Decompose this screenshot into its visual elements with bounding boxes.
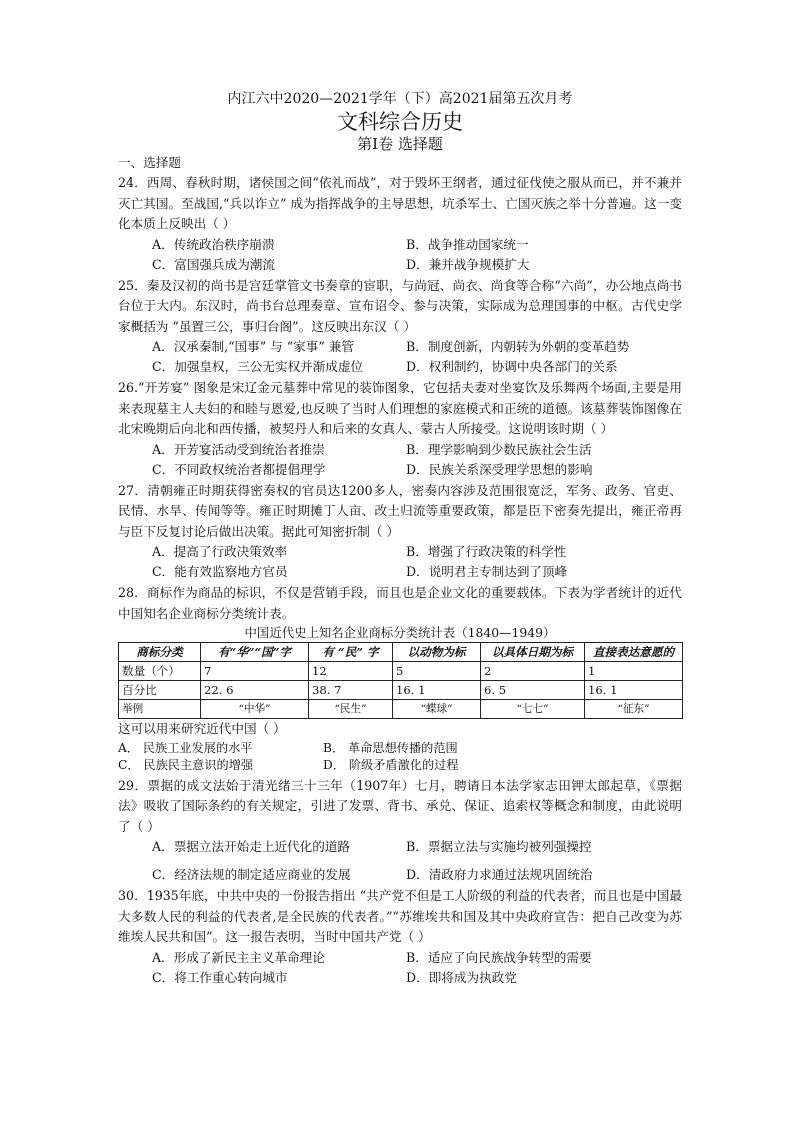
option-b[interactable]: B．制度创新，内朝转为外朝的变革趋势: [406, 339, 630, 354]
table-cell: 16. 1: [585, 681, 683, 700]
option-c[interactable]: C．能有效监察地方官员: [152, 564, 288, 579]
question-stem: 27．清朝雍正时期获得密奏权的官员达1200多人，密奏内容涉及范围很宽泛，军务、政务、官吏、民情、水旱、传闻等等。雍正时期摊丁人亩、改土归流等重要政策，都是臣下密奏先提出，雍正帝再与臣下反复讨论后做出决策。据此可知密折制（ ）: [118, 482, 682, 539]
option-d[interactable]: D．说明君主专制达到了顶峰: [406, 564, 568, 579]
question-30: [118, 886, 682, 988]
option-a[interactable]: A．提高了行政决策效率: [152, 544, 288, 559]
option-d[interactable]: D． 阶级矛盾激化的过程: [323, 758, 459, 772]
table-cell: 数量（个）: [119, 662, 201, 681]
trademark-table: [118, 642, 683, 719]
table-cell: “中华”: [201, 700, 309, 719]
question-stem: 26.“开芳宴” 图象是宋辽金元墓葬中常见的装饰图象，它包括夫妻对坐宴饮及乐舞两个场面,主要是用来表现墓主人夫妇的和睦与恩爱,也反映了当时人们理想的家庭模式和正统的道德。该墓葬装饰图像在北宋晚期后向北和西传播，被契丹人和后来的女真人、蒙古人所接受。这说明该时期（ ）: [118, 380, 682, 436]
table-cell: 22. 6: [201, 681, 309, 700]
option-b[interactable]: B． 革命思想传播的范围: [323, 740, 458, 755]
question-28: [118, 583, 682, 775]
question-stem: 25．秦及汉初的尚书是宫廷掌管文书奏章的宦职，与尚冠、尚衣、尚食等合称“六尚”，办公地点尚书台位于大内。东汉时，尚书台总理奏章、宣布诏令、参与决策，实际成为总理国事的中枢。古代史学家概括为 “虽置三公，事归台阁”。这反映出东汉（ ）: [118, 277, 682, 334]
question-options: [118, 337, 682, 377]
table-header-cell: 直接表达意愿的: [585, 643, 683, 662]
table-cell: 1: [585, 662, 683, 681]
table-cell: 6. 5: [481, 681, 585, 700]
table-row: [119, 662, 683, 681]
option-c[interactable]: C．不同政权统治者都提倡理学: [152, 461, 326, 477]
table-cell: 16. 1: [393, 681, 481, 700]
exam-page: [118, 90, 682, 988]
table-header-cell: 商标分类: [119, 643, 201, 662]
option-b[interactable]: B．理学影响到少数民族社会生活: [406, 441, 592, 457]
option-d[interactable]: D．即将成为执政党: [406, 969, 517, 985]
question-stem: 30．1935年底，中共中央的一份报告指出 “共产党不但是工人阶级的利益的代表者，而且也是中国最大多数人民的利益的代表者,是全民族的代表者。”“苏维埃共和国及其中央政府宣告：把自己改变为苏维埃人民共和国”。这一报告表明，当时中国共产党（ ）: [118, 888, 682, 944]
option-b[interactable]: B．增强了行政决策的科学性: [406, 544, 567, 559]
table-cell: 5: [393, 662, 481, 681]
subject-title: 文科综合历史: [337, 110, 463, 134]
option-c[interactable]: C． 民族民主意识的增强: [118, 758, 254, 772]
question-followup: 这可以用来研究近代中国（ ）: [118, 721, 286, 736]
table-cell: 2: [481, 662, 585, 681]
question-stem: 28．商标作为商品的标识，不仅是营销手段，而且也是企业文化的重要载体。下表为学者统计的近代中国知名企业商标分类统计表。: [118, 585, 682, 621]
table-cell: 38. 7: [309, 681, 393, 700]
option-d[interactable]: D．权利制约，协调中央各部门的关系: [406, 359, 618, 374]
option-d[interactable]: D．兼并战争规模扩大: [406, 256, 530, 272]
option-a[interactable]: A．开芳宴活动受到统治者推崇: [152, 441, 325, 457]
question-27: [118, 481, 682, 583]
option-a[interactable]: A．票据立法开始走上近代化的道路: [152, 839, 351, 854]
table-row: [119, 700, 683, 719]
table-row: [119, 681, 683, 700]
question-25: [118, 276, 682, 378]
option-a[interactable]: A．传统政治秩序崩溃: [152, 236, 275, 252]
table-cell: 7: [201, 662, 309, 681]
table-header-cell: 有“华”“国”字: [201, 643, 309, 662]
option-c[interactable]: C．加强皇权，三公无实权并渐成虚位: [152, 359, 364, 374]
option-c[interactable]: C．富国强兵成为潮流: [152, 256, 275, 272]
question-options: [118, 837, 682, 885]
question-26: [118, 378, 682, 480]
option-b[interactable]: B．战争推动国家统一: [406, 236, 529, 252]
question-options: [118, 440, 682, 480]
table-cell: 百分比: [119, 681, 201, 700]
option-a[interactable]: A．汉承秦制,“国事” 与 “家事” 兼管: [152, 339, 354, 354]
section-heading: 一、选择题: [118, 155, 181, 170]
question-24: [118, 173, 682, 275]
table-cell: “民生”: [309, 700, 393, 719]
table-header-cell: 以动物为标: [393, 643, 481, 662]
question-stem: 29．票据的成文法始于清光绪三十三年（1907年）七月，聘请日本法学家志田钾太郎起草，《票据法》吸收了国际条约的有关规定，引进了发票、背书、承兑、保证、追索权等概念和制度，由此说明了（ ）: [118, 777, 682, 834]
question-29: [118, 776, 682, 886]
option-c[interactable]: C．将工作重心转向城市: [152, 969, 288, 985]
table-cell: “征东”: [585, 700, 683, 719]
option-c[interactable]: C．经济法规的制定适应商业的发展: [152, 867, 351, 882]
question-options: [118, 740, 682, 775]
table-cell: “七七”: [481, 700, 585, 719]
option-a[interactable]: A．形成了新民主主义革命理论: [152, 949, 325, 965]
option-b[interactable]: B．票据立法与实施均被列强操控: [406, 839, 592, 854]
table-header-cell: 以具体日期为标: [481, 643, 585, 662]
question-options: [118, 542, 682, 582]
table-header-cell: 有 “民” 字: [309, 643, 393, 662]
table-cell: 12: [309, 662, 393, 681]
table-cell: 举例: [119, 700, 201, 719]
part-title: 第Ⅰ卷 选择题: [357, 135, 443, 153]
table-header-row: [119, 643, 683, 662]
question-options: [118, 235, 682, 275]
option-d[interactable]: D．民族关系深受理学思想的影响: [406, 461, 593, 477]
table-caption: 中国近代史上知名企业商标分类统计表（1840—1949）: [244, 625, 556, 640]
question-stem: 24．西周、春秋时期，诸侯国之间“依礼而战”，对于毁坏王纲者，通过征伐使之服从而已，并不兼并灭亡其国。至战国,“兵以诈立” 成为指挥战争的主导思想，坑杀军士、亡国灭族之举十分普遍。这一变化本质上反映出（ ）: [118, 175, 682, 231]
exam-title: 内江六中2020—2021学年（下）高2021届第五次月考: [227, 91, 573, 107]
table-cell: “蝶球”: [393, 700, 481, 719]
option-a[interactable]: A． 民族工业发展的水平: [118, 740, 253, 755]
option-b[interactable]: B．适应了向民族战争转型的需要: [406, 949, 592, 965]
question-options: [118, 948, 682, 988]
option-d[interactable]: D．清政府力求通过法规巩固统治: [406, 867, 593, 882]
